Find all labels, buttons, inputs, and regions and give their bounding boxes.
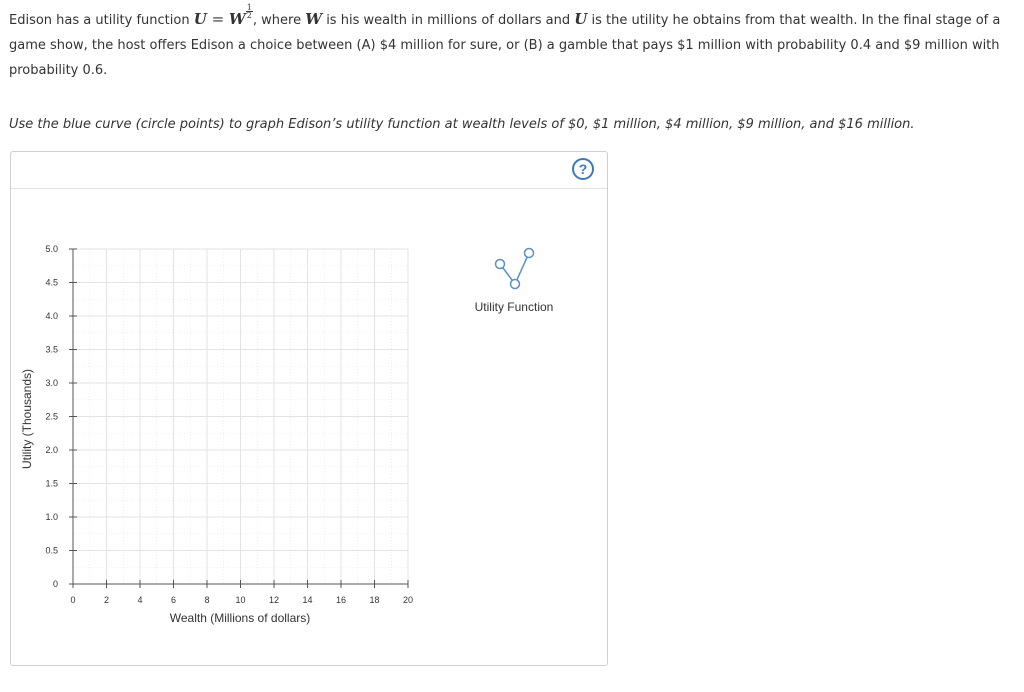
y-tick-label: 5.0 (45, 244, 58, 254)
y-tick-label: 3.0 (45, 378, 58, 388)
x-tick-label: 14 (302, 595, 313, 605)
math-w-2: W (305, 10, 323, 28)
x-axis-title: Wealth (Millions of dollars) (169, 611, 311, 625)
question-part-1: Edison has a utility function (9, 13, 194, 28)
curve-tool-point (525, 249, 534, 258)
y-tick-label: 3.5 (45, 344, 58, 355)
chart-grid (73, 249, 408, 584)
exponent-denominator: 2 (246, 11, 252, 20)
math-w: W (228, 10, 246, 28)
y-tick-labels (45, 244, 58, 589)
instruction-text: Use the blue curve (circle points) to graph Edison’s utility function at wealth levels of $0, $1 million, $4 million, $9 million, and $16 million. (9, 117, 915, 132)
x-tick-label: 0 (70, 595, 76, 605)
y-tick-label: 1.5 (45, 478, 58, 489)
y-tick-label: 4.0 (45, 311, 58, 321)
y-tick-label: 0.5 (45, 545, 58, 556)
question-part-2: , where (252, 13, 306, 28)
math-equals: = (206, 10, 229, 28)
x-tick-label: 8 (204, 595, 210, 605)
x-tick-label: 10 (235, 595, 246, 605)
y-tick-label: 2.0 (45, 445, 58, 455)
curve-tool-icon[interactable] (496, 249, 534, 289)
chart-axes (69, 249, 408, 588)
curve-tool-point (511, 280, 520, 289)
help-button[interactable]: ? (572, 158, 594, 180)
x-tick-labels (70, 595, 413, 605)
x-tick-label: 18 (369, 595, 380, 605)
y-tick-label: 4.5 (45, 277, 58, 288)
math-u-2: U (574, 10, 588, 28)
x-tick-label: 4 (137, 595, 143, 605)
question-part-4: is the utility he obtains from that wealth. In the final stage of a game show, the host offers Edison a choice between (A) $4 million for sure, or (B) a gamble that pays $1 million with probability 0.4 and $9 million with probability 0.6. (9, 13, 1001, 78)
x-tick-label: 12 (268, 595, 280, 605)
x-tick-label: 20 (402, 595, 414, 605)
x-tick-label: 2 (103, 595, 110, 605)
x-tick-label: 6 (170, 595, 177, 605)
y-tick-label: 0 (52, 579, 58, 589)
math-u: U (193, 10, 207, 28)
y-tick-label: 2.5 (45, 411, 58, 422)
y-axis-title: Utility (Thousands) (20, 368, 34, 470)
exponent-numerator: 1 (246, 3, 252, 12)
x-tick-label: 16 (335, 595, 347, 605)
legend-label: Utility Function (474, 300, 554, 314)
question-part-3: is his wealth in millions of dollars and (322, 13, 575, 28)
y-tick-label: 1.0 (45, 512, 58, 522)
curve-tool-point (496, 260, 505, 269)
